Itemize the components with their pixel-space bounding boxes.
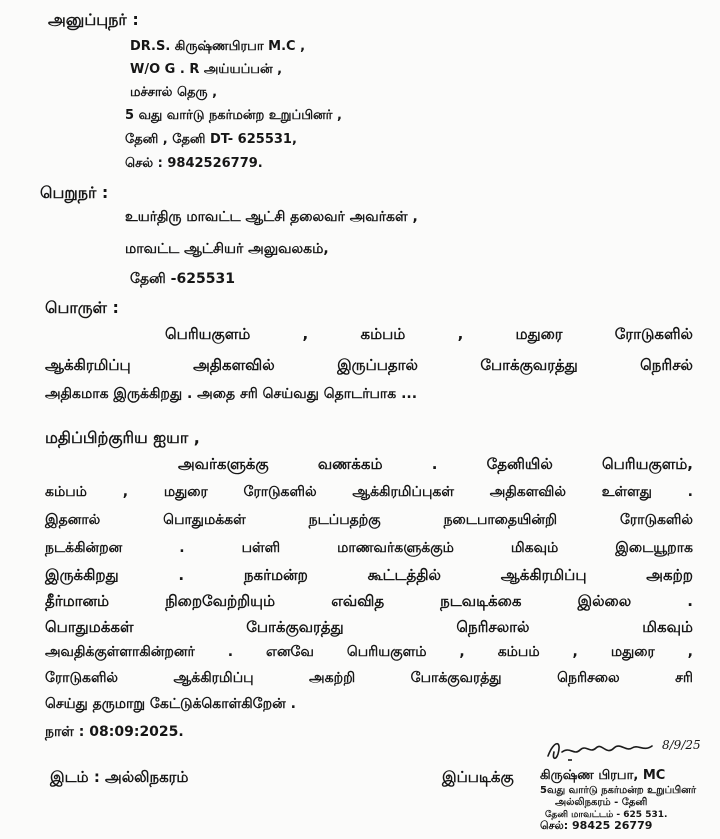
- body-line: இதனால் பொதுமக்கள் நடப்பதற்கு நடைபாதையின்றி ரோடுகளில்: [45, 512, 693, 528]
- signature-date: 8/9/25: [662, 738, 701, 752]
- stamp-line: 5வது வார்டு நகர்மன்ற உறுப்பினர்: [540, 785, 697, 796]
- letter-date: நாள் : 08:09:2025.: [45, 724, 184, 740]
- recipient-line: தேனி -625531: [130, 271, 235, 287]
- sender-line: மச்சால் தெரு ,: [130, 85, 218, 100]
- body-line: தீர்மானம் நிறைவேற்றியும் எவ்வித நடவடிக்கை இல்லை .: [45, 592, 693, 610]
- stamp-phone: செல்: 98425 26779: [540, 819, 653, 832]
- body-line: கம்பம் , மதுரை ரோடுகளில் ஆக்கிரமிப்புகள் அதிகளவில் உள்ளது .: [45, 484, 693, 500]
- body-line: அவதிக்குள்ளாகின்றனர் . எனவே பெரியகுளம் , கம்பம் , மதுரை ,: [45, 644, 693, 660]
- letter-place: இடம் : அல்லிநகரம்: [50, 768, 189, 786]
- sign-prefix: இப்படிக்கு: [442, 768, 514, 786]
- stamp-line: தேனி மாவட்டம் - 625 531.: [545, 810, 668, 820]
- sender-line: DR.S. கிருஷ்ணபிரபா M.C ,: [130, 39, 306, 54]
- sender-line: தேனி , தேனி DT- 625531,: [125, 132, 297, 147]
- subject-line: அதிகமாக இருக்கிறது . அதை சரி செய்வது தொடர்பாக ...: [45, 386, 418, 402]
- body-line: செய்து தருமாறு கேட்டுக்கொள்கிறேன் .: [45, 696, 296, 712]
- subject-heading: பொருள் :: [45, 298, 119, 317]
- subject-line: பெரியகுளம் , கம்பம் , மதுரை ரோடுகளில்: [165, 325, 693, 343]
- body-line: ரோடுகளில் ஆக்கிரமிப்பு அகற்றி போக்குவரத்து நெரிசலை சரி: [45, 670, 693, 686]
- salutation: மதிப்பிற்குரிய ஐயா ,: [45, 428, 200, 447]
- sender-heading: அனுப்புநர் :: [48, 10, 139, 29]
- recipient-line: மாவட்ட ஆட்சியர் அலுவலகம்,: [125, 241, 329, 257]
- recipient-heading: பெறுநர் :: [40, 183, 109, 202]
- sender-line: 5 வது வார்டு நகர்மன்ற உறுப்பினர் ,: [125, 108, 342, 123]
- body-line: அவர்களுக்கு வணக்கம் . தேனியில் பெரியகுளம்,: [178, 455, 693, 473]
- body-line: பொதுமக்கள் போக்குவரத்து நெரிசலால் மிகவும்: [45, 618, 693, 636]
- body-line: நடக்கின்றன . பள்ளி மாணவர்களுக்கும் மிகவும் இடையூறாக: [45, 540, 693, 556]
- recipient-line: உயர்திரு மாவட்ட ஆட்சி தலைவர் அவர்கள் ,: [125, 209, 418, 225]
- sender-phone: செல் : 9842526779.: [125, 156, 263, 171]
- stamp-line: அல்லிநகரம் - தேனி: [555, 797, 648, 808]
- subject-line: ஆக்கிரமிப்பு அதிகளவில் இருப்பதால் போக்குவரத்து நெரிசல்: [45, 356, 693, 374]
- body-line: இருக்கிறது . நகர்மன்ற கூட்டத்தில் ஆக்கிரமிப்பு அகற்ற: [45, 566, 693, 584]
- stamp-name: கிருஷ்ண பிரபா, MC: [540, 768, 666, 783]
- sender-line: W/O G . R அய்யப்பன் ,: [130, 62, 283, 77]
